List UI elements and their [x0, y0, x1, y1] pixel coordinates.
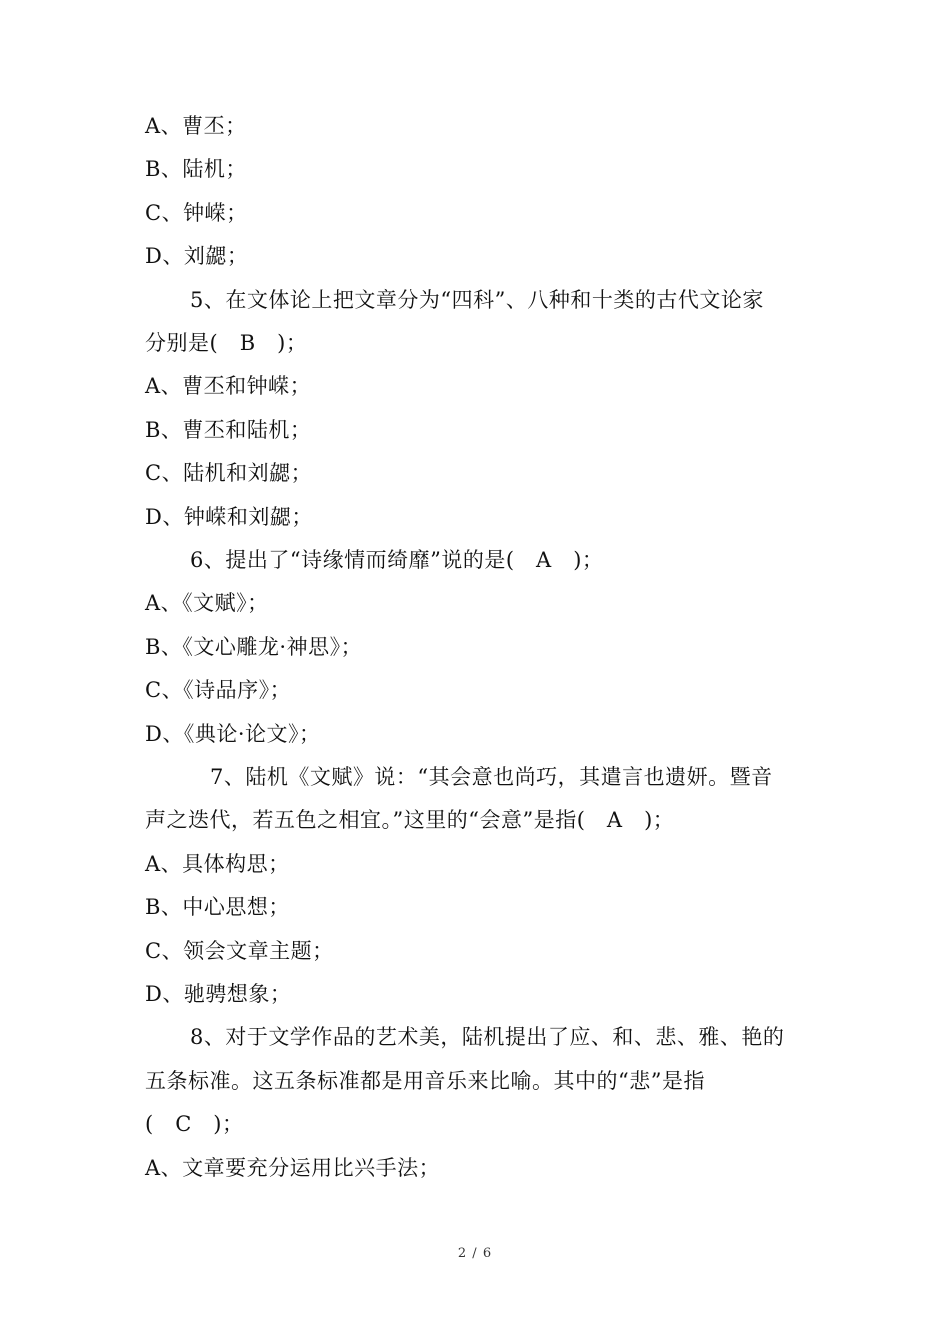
- question-6-text: 6、提出了“诗缘情而绮靡”说的是( A )；: [190, 548, 604, 572]
- option-line: B、中心思想；: [145, 895, 290, 919]
- option-line: A、具体构思；: [145, 852, 290, 876]
- option-line: C、《诗品序》；: [145, 678, 292, 702]
- question-5-text: 5、在文体论上把文章分为“四科”、八种和十类的古代文论家: [190, 288, 764, 312]
- option-line: B、曹丕和陆机；: [145, 418, 312, 442]
- question-7-text-cont: 声之迭代，若五色之相宜。”这里的“会意”是指( A )；: [145, 808, 675, 832]
- option-line: A、曹丕和钟嵘；: [145, 374, 312, 398]
- option-line: A、曹丕；: [145, 114, 247, 138]
- question-7-text: 7、陆机《文赋》说：“其会意也尚巧，其遣言也遗妍。暨音: [210, 765, 773, 789]
- option-line: C、领会文章主题；: [145, 939, 334, 963]
- question-8-answer: ( C )；: [145, 1112, 244, 1136]
- option-line: A、文章要充分运用比兴手法；: [145, 1156, 441, 1180]
- option-line: D、钟嵘和刘勰；: [145, 505, 313, 529]
- option-line: A、《文赋》；: [145, 591, 269, 615]
- page-number: 2 / 6: [457, 1246, 493, 1261]
- question-5-text-cont: 分别是( B )；: [145, 331, 308, 355]
- question-8-text-cont: 五条标准。这五条标准都是用音乐来比喻。其中的“悲”是指: [145, 1069, 705, 1093]
- question-8-text: 8、对于文学作品的艺术美，陆机提出了应、和、悲、雅、艳的: [190, 1025, 785, 1049]
- option-line: D、驰骋想象；: [145, 982, 292, 1006]
- option-line: C、钟嵘；: [145, 201, 248, 225]
- option-line: D、《典论·论文》；: [145, 722, 321, 746]
- option-line: D、刘勰；: [145, 244, 249, 268]
- option-line: B、陆机；: [145, 157, 247, 181]
- option-line: C、陆机和刘勰；: [145, 461, 313, 485]
- option-line: B、《文心雕龙·神思》；: [145, 635, 363, 659]
